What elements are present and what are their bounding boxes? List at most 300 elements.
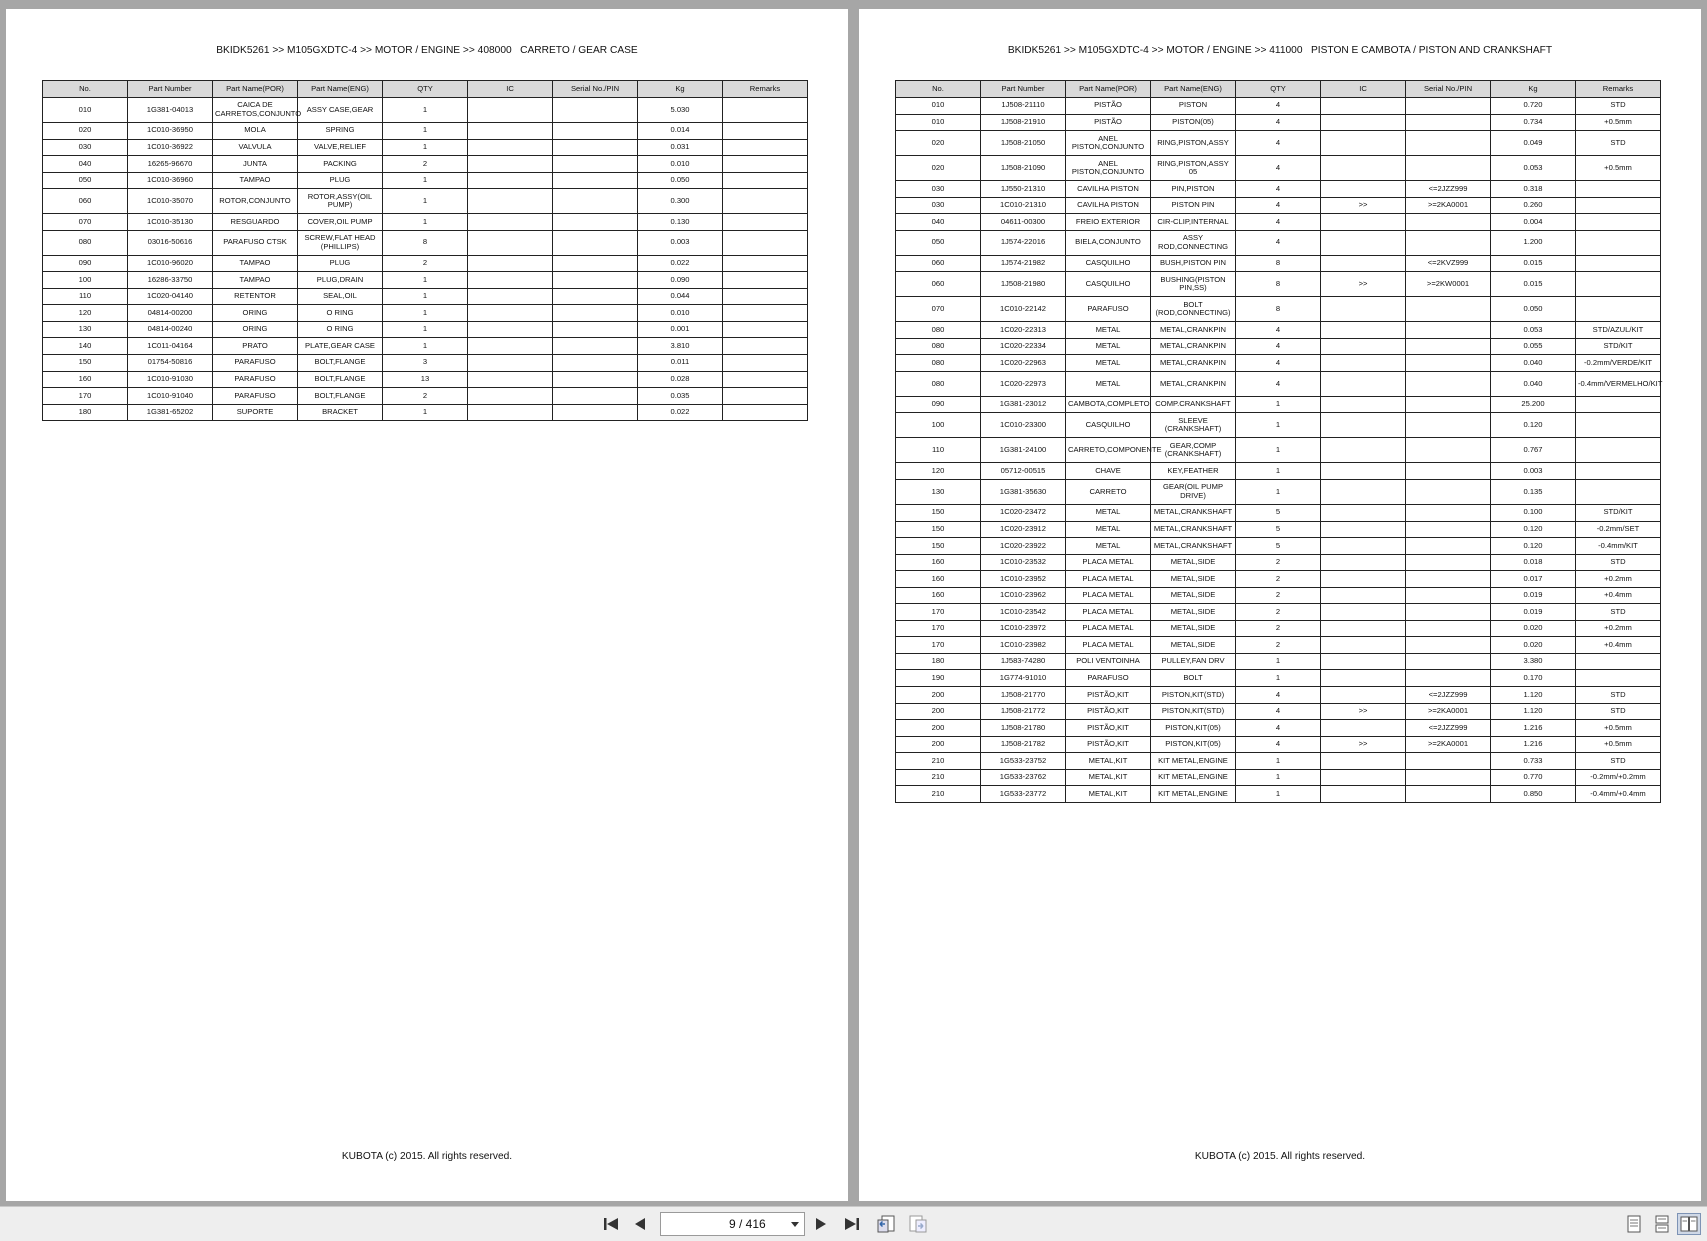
table-row xyxy=(896,753,1661,770)
cell-ic xyxy=(468,272,553,289)
table-row xyxy=(896,371,1661,396)
cell-ic xyxy=(468,305,553,322)
cell-part-name-por: BIELA,CONJUNTO xyxy=(1066,230,1151,255)
cell-no: 210 xyxy=(896,769,981,786)
table-row xyxy=(43,189,808,214)
cell-kg: 0.053 xyxy=(1491,322,1576,339)
cell-kg: 0.010 xyxy=(638,305,723,322)
cell-remarks xyxy=(723,355,808,372)
page-number-field[interactable] xyxy=(660,1212,805,1236)
cell-part-number: 1G381-23012 xyxy=(981,396,1066,413)
cell-part-name-por: CAVILHA PISTON xyxy=(1066,181,1151,198)
cell-kg: 0.004 xyxy=(1491,214,1576,231)
cell-remarks: STD xyxy=(1576,703,1661,720)
cell-ic xyxy=(1321,438,1406,463)
cell-kg: 0.022 xyxy=(638,255,723,272)
cell-part-number: 1C010-23532 xyxy=(981,554,1066,571)
cell-part-name-eng: METAL,SIDE xyxy=(1151,637,1236,654)
cell-part-name-eng: PISTON PIN xyxy=(1151,197,1236,214)
cell-part-name-eng: BOLT,FLANGE xyxy=(298,355,383,372)
cell-remarks xyxy=(1576,255,1661,272)
cell-qty: 1 xyxy=(1236,396,1321,413)
column-header: Remarks xyxy=(723,81,808,98)
cell-remarks: -0.2mm/VERDE/KIT xyxy=(1576,355,1661,372)
cell-ic xyxy=(468,189,553,214)
cell-remarks xyxy=(1576,230,1661,255)
cell-no: 090 xyxy=(43,255,128,272)
cell-no: 060 xyxy=(43,189,128,214)
cell-remarks xyxy=(1576,653,1661,670)
column-header: No. xyxy=(896,81,981,98)
cell-part-number: 1G381-35630 xyxy=(981,480,1066,505)
cell-part-number: 1J574-21982 xyxy=(981,255,1066,272)
cell-kg: 0.120 xyxy=(1491,538,1576,555)
cell-qty: 13 xyxy=(383,371,468,388)
cell-part-number: 1C010-23300 xyxy=(981,413,1066,438)
cell-part-name-eng: COVER,OIL PUMP xyxy=(298,214,383,231)
cell-part-name-por: CAVILHA PISTON xyxy=(1066,197,1151,214)
cell-no: 050 xyxy=(43,172,128,189)
cell-part-number: 1J508-21910 xyxy=(981,114,1066,131)
cell-ic xyxy=(1321,505,1406,522)
table-row xyxy=(896,769,1661,786)
cell-no: 020 xyxy=(896,156,981,181)
cell-serial-pin xyxy=(1406,786,1491,803)
table-row xyxy=(43,355,808,372)
cell-no: 170 xyxy=(43,388,128,405)
cell-part-name-por: JUNTA xyxy=(213,156,298,173)
cell-qty: 1 xyxy=(1236,653,1321,670)
cell-ic xyxy=(1321,463,1406,480)
cell-kg: 0.020 xyxy=(1491,637,1576,654)
cell-part-number: 1J508-21780 xyxy=(981,720,1066,737)
cell-part-name-por: PLACA METAL xyxy=(1066,604,1151,621)
cell-part-number: 04611-00300 xyxy=(981,214,1066,231)
cell-no: 070 xyxy=(896,297,981,322)
table-row xyxy=(896,521,1661,538)
cell-qty: 1 xyxy=(383,321,468,338)
cell-remarks: -0.2mm/SET xyxy=(1576,521,1661,538)
go-forward-icon[interactable] xyxy=(906,1213,930,1235)
cell-part-name-por: PISTÃO,KIT xyxy=(1066,720,1151,737)
cell-ic xyxy=(468,123,553,140)
cell-serial-pin xyxy=(553,189,638,214)
cell-remarks xyxy=(723,272,808,289)
page-footer: KUBOTA (c) 2015. All rights reserved. xyxy=(341,1151,513,1162)
cell-part-name-eng: PISTON,KIT(STD) xyxy=(1151,703,1236,720)
cell-no: 190 xyxy=(896,670,981,687)
cell-no: 090 xyxy=(896,396,981,413)
continuous-view-icon[interactable] xyxy=(1650,1213,1674,1235)
cell-part-number: 1C010-36960 xyxy=(128,172,213,189)
cell-qty: 2 xyxy=(383,255,468,272)
cell-part-name-por: METAL xyxy=(1066,322,1151,339)
cell-no: 180 xyxy=(896,653,981,670)
table-row xyxy=(896,786,1661,803)
cell-no: 200 xyxy=(896,703,981,720)
cell-remarks: STD xyxy=(1576,604,1661,621)
cell-serial-pin xyxy=(553,388,638,405)
cell-serial-pin xyxy=(1406,156,1491,181)
cell-part-name-eng: METAL,CRANKPIN xyxy=(1151,355,1236,372)
cell-kg: 5.030 xyxy=(638,98,723,123)
cell-remarks xyxy=(723,404,808,421)
cell-part-name-por: ORING xyxy=(213,305,298,322)
cell-part-number: 1G774-91010 xyxy=(981,670,1066,687)
cell-remarks: +0.2mm xyxy=(1576,620,1661,637)
cell-part-name-eng: PLUG xyxy=(298,172,383,189)
cell-qty: 4 xyxy=(1236,214,1321,231)
cell-part-number: 1G533-23762 xyxy=(981,769,1066,786)
cell-part-number: 1J508-21090 xyxy=(981,156,1066,181)
cell-no: 210 xyxy=(896,786,981,803)
cell-part-number: 1J574-22016 xyxy=(981,230,1066,255)
cell-no: 010 xyxy=(896,98,981,115)
cell-ic xyxy=(468,230,553,255)
cell-serial-pin xyxy=(1406,396,1491,413)
cell-serial-pin xyxy=(1406,653,1491,670)
cell-part-name-por: CHAVE xyxy=(1066,463,1151,480)
cell-part-name-por: PISTÃO xyxy=(1066,114,1151,131)
cell-serial-pin xyxy=(1406,571,1491,588)
cell-qty: 8 xyxy=(1236,272,1321,297)
column-header: IC xyxy=(468,81,553,98)
cell-serial-pin xyxy=(553,288,638,305)
cell-part-name-eng: GEAR(OIL PUMP DRIVE) xyxy=(1151,480,1236,505)
cell-kg: 0.170 xyxy=(1491,670,1576,687)
first-page-icon[interactable] xyxy=(599,1213,623,1235)
cell-ic xyxy=(1321,131,1406,156)
cell-kg: 0.040 xyxy=(1491,371,1576,396)
cell-kg: 0.019 xyxy=(1491,587,1576,604)
table-row xyxy=(43,321,808,338)
cell-no: 020 xyxy=(43,123,128,140)
cell-kg: 0.022 xyxy=(638,404,723,421)
cell-part-name-por: PISTÃO,KIT xyxy=(1066,736,1151,753)
cell-part-name-eng: METAL,SIDE xyxy=(1151,571,1236,588)
cell-part-name-por: SUPORTE xyxy=(213,404,298,421)
cell-no: 040 xyxy=(896,214,981,231)
cell-remarks xyxy=(723,230,808,255)
cell-remarks xyxy=(1576,214,1661,231)
cell-part-name-por: METAL xyxy=(1066,355,1151,372)
table-row xyxy=(896,554,1661,571)
cell-part-name-eng: KIT METAL,ENGINE xyxy=(1151,769,1236,786)
cell-part-name-eng: CIR-CLIP,INTERNAL xyxy=(1151,214,1236,231)
cell-serial-pin xyxy=(553,338,638,355)
cell-ic xyxy=(1321,480,1406,505)
cell-serial-pin xyxy=(1406,371,1491,396)
column-header: Part Number xyxy=(981,81,1066,98)
cell-qty: 2 xyxy=(1236,637,1321,654)
cell-remarks: -0.4mm/KIT xyxy=(1576,538,1661,555)
cell-part-name-eng: METAL,CRANKSHAFT xyxy=(1151,505,1236,522)
table-row xyxy=(896,297,1661,322)
cell-kg: 0.733 xyxy=(1491,753,1576,770)
cell-qty: 1 xyxy=(1236,670,1321,687)
cell-qty: 1 xyxy=(1236,463,1321,480)
cell-remarks xyxy=(723,123,808,140)
table-row xyxy=(896,670,1661,687)
cell-qty: 8 xyxy=(1236,255,1321,272)
column-header: Kg xyxy=(1491,81,1576,98)
cell-part-number: 1C020-22334 xyxy=(981,338,1066,355)
cell-part-number: 1C020-23472 xyxy=(981,505,1066,522)
single-page-view-icon[interactable] xyxy=(1622,1213,1646,1235)
table-row xyxy=(896,114,1661,131)
cell-no: 040 xyxy=(43,156,128,173)
cell-no: 140 xyxy=(43,338,128,355)
cell-part-name-eng: METAL,CRANKSHAFT xyxy=(1151,521,1236,538)
cell-serial-pin: >=2KA0001 xyxy=(1406,197,1491,214)
cell-serial-pin xyxy=(1406,413,1491,438)
cell-qty: 5 xyxy=(1236,521,1321,538)
cell-remarks: STD xyxy=(1576,687,1661,704)
cell-part-number: 01754-50816 xyxy=(128,355,213,372)
cell-part-number: 1C010-23962 xyxy=(981,587,1066,604)
cell-ic xyxy=(1321,371,1406,396)
cell-ic xyxy=(1321,181,1406,198)
cell-serial-pin xyxy=(553,371,638,388)
cell-qty: 1 xyxy=(1236,438,1321,463)
cell-ic xyxy=(1321,554,1406,571)
cell-part-name-eng: GEAR,COMP (CRANKSHAFT) xyxy=(1151,438,1236,463)
table-row xyxy=(896,637,1661,654)
cell-part-number: 1G381-65202 xyxy=(128,404,213,421)
cell-ic xyxy=(1321,653,1406,670)
cell-part-number: 04814-00200 xyxy=(128,305,213,322)
cell-ic: >> xyxy=(1321,703,1406,720)
cell-serial-pin: >=2KA0001 xyxy=(1406,736,1491,753)
cell-no: 160 xyxy=(896,587,981,604)
cell-part-name-por: CAMBOTA,COMPLETO xyxy=(1066,396,1151,413)
cell-kg: 0.770 xyxy=(1491,769,1576,786)
cell-qty: 4 xyxy=(1236,736,1321,753)
go-back-icon[interactable] xyxy=(874,1213,898,1235)
cell-part-name-por: METAL xyxy=(1066,371,1151,396)
cell-no: 150 xyxy=(43,355,128,372)
cell-ic xyxy=(468,214,553,231)
cell-no: 180 xyxy=(43,404,128,421)
cell-ic xyxy=(1321,720,1406,737)
cell-remarks xyxy=(723,214,808,231)
cell-part-name-eng: COMP.CRANKSHAFT xyxy=(1151,396,1236,413)
cell-serial-pin xyxy=(1406,670,1491,687)
cell-part-name-eng: METAL,SIDE xyxy=(1151,587,1236,604)
cell-ic xyxy=(1321,98,1406,115)
cell-ic: >> xyxy=(1321,272,1406,297)
cell-part-number: 1G533-23752 xyxy=(981,753,1066,770)
cell-part-name-eng: KEY,FEATHER xyxy=(1151,463,1236,480)
table-row xyxy=(896,98,1661,115)
cell-kg: 1.216 xyxy=(1491,736,1576,753)
last-page-icon[interactable] xyxy=(840,1213,864,1235)
cell-serial-pin xyxy=(553,139,638,156)
facing-view-icon[interactable] xyxy=(1677,1213,1701,1235)
table-row xyxy=(896,703,1661,720)
cell-serial-pin xyxy=(1406,753,1491,770)
cell-part-number: 1C011-04164 xyxy=(128,338,213,355)
cell-part-name-eng: ROTOR,ASSY(OIL PUMP) xyxy=(298,189,383,214)
cell-qty: 2 xyxy=(1236,604,1321,621)
cell-part-name-por: PLACA METAL xyxy=(1066,571,1151,588)
cell-part-number: 1C010-21310 xyxy=(981,197,1066,214)
cell-no: 210 xyxy=(896,753,981,770)
table-row xyxy=(896,413,1661,438)
cell-kg: 0.120 xyxy=(1491,413,1576,438)
cell-qty: 2 xyxy=(1236,620,1321,637)
cell-ic xyxy=(1321,620,1406,637)
cell-part-name-eng: METAL,CRANKPIN xyxy=(1151,371,1236,396)
table-row xyxy=(896,571,1661,588)
cell-part-name-por: PARAFUSO xyxy=(1066,297,1151,322)
cell-qty: 4 xyxy=(1236,322,1321,339)
cell-remarks xyxy=(723,388,808,405)
page-header: BKIDK5261 >> M105GXDTC-4 >> MOTOR / ENGINE >> 408000 CARRETO / GEAR CASE xyxy=(216,45,638,56)
cell-part-name-eng: ASSY CASE,GEAR xyxy=(298,98,383,123)
cell-no: 130 xyxy=(43,321,128,338)
cell-remarks xyxy=(1576,438,1661,463)
cell-ic xyxy=(1321,587,1406,604)
cell-remarks xyxy=(723,338,808,355)
table-row xyxy=(896,720,1661,737)
cell-serial-pin xyxy=(1406,538,1491,555)
cell-part-name-eng: PLATE,GEAR CASE xyxy=(298,338,383,355)
cell-kg: 0.018 xyxy=(1491,554,1576,571)
cell-part-name-por: PARAFUSO xyxy=(213,388,298,405)
next-page-icon[interactable] xyxy=(809,1213,833,1235)
cell-serial-pin xyxy=(1406,769,1491,786)
cell-part-name-por: CAICA DE CARRETOS,CONJUNTO xyxy=(213,98,298,123)
chevron-down-icon[interactable] xyxy=(791,1222,799,1227)
cell-serial-pin xyxy=(1406,554,1491,571)
cell-part-name-eng: PLUG,DRAIN xyxy=(298,272,383,289)
cell-kg: 0.050 xyxy=(1491,297,1576,322)
cell-part-name-por: METAL xyxy=(1066,538,1151,555)
cell-serial-pin: >=2KW0001 xyxy=(1406,272,1491,297)
cell-kg: 0.014 xyxy=(638,123,723,140)
cell-part-name-eng: SEAL,OIL xyxy=(298,288,383,305)
cell-part-name-por: CASQUILHO xyxy=(1066,413,1151,438)
table-row xyxy=(43,305,808,322)
cell-part-number: 1C010-23982 xyxy=(981,637,1066,654)
cell-part-name-eng: KIT METAL,ENGINE xyxy=(1151,786,1236,803)
cell-remarks xyxy=(723,255,808,272)
cell-part-number: 1C010-23972 xyxy=(981,620,1066,637)
cell-ic xyxy=(1321,753,1406,770)
cell-part-number: 1C010-36950 xyxy=(128,123,213,140)
table-row xyxy=(896,131,1661,156)
cell-part-name-por: VALVULA xyxy=(213,139,298,156)
cell-no: 110 xyxy=(896,438,981,463)
cell-ic xyxy=(1321,114,1406,131)
cell-no: 070 xyxy=(43,214,128,231)
table-row xyxy=(896,181,1661,198)
cell-remarks xyxy=(1576,181,1661,198)
cell-serial-pin xyxy=(1406,480,1491,505)
cell-qty: 1 xyxy=(383,139,468,156)
cell-part-number: 1C010-23952 xyxy=(981,571,1066,588)
cell-serial-pin xyxy=(1406,587,1491,604)
cell-serial-pin: <=2KVZ999 xyxy=(1406,255,1491,272)
cell-kg: 0.053 xyxy=(1491,156,1576,181)
cell-part-name-eng: METAL,CRANKPIN xyxy=(1151,322,1236,339)
cell-remarks: +0.5mm xyxy=(1576,114,1661,131)
cell-part-name-eng: BOLT,FLANGE xyxy=(298,388,383,405)
cell-part-number: 16265-96670 xyxy=(128,156,213,173)
cell-qty: 1 xyxy=(383,98,468,123)
cell-remarks xyxy=(1576,272,1661,297)
cell-qty: 8 xyxy=(1236,297,1321,322)
column-header: Kg xyxy=(638,81,723,98)
cell-no: 080 xyxy=(896,355,981,372)
cell-part-name-por: ROTOR,CONJUNTO xyxy=(213,189,298,214)
cell-part-name-por: TAMPAO xyxy=(213,272,298,289)
cell-part-number: 1G533-23772 xyxy=(981,786,1066,803)
cell-no: 060 xyxy=(896,272,981,297)
cell-no: 030 xyxy=(43,139,128,156)
cell-part-name-eng: BOLT xyxy=(1151,670,1236,687)
cell-part-name-eng: ASSY ROD,CONNECTING xyxy=(1151,230,1236,255)
cell-kg: 0.011 xyxy=(638,355,723,372)
cell-part-name-eng: BUSH,PISTON PIN xyxy=(1151,255,1236,272)
page-indicator: 9 / 416 xyxy=(729,1217,766,1231)
cell-kg: 0.135 xyxy=(1491,480,1576,505)
cell-part-name-por: ORING xyxy=(213,321,298,338)
cell-remarks: +0.4mm xyxy=(1576,637,1661,654)
cell-no: 030 xyxy=(896,181,981,198)
table-row xyxy=(43,255,808,272)
cell-part-number: 03016-50616 xyxy=(128,230,213,255)
cell-serial-pin xyxy=(1406,297,1491,322)
cell-part-number: 1C010-96020 xyxy=(128,255,213,272)
cell-kg: 0.090 xyxy=(638,272,723,289)
cell-kg: 0.035 xyxy=(638,388,723,405)
cell-serial-pin xyxy=(1406,114,1491,131)
cell-qty: 1 xyxy=(383,272,468,289)
cell-part-name-por: PLACA METAL xyxy=(1066,637,1151,654)
table-row xyxy=(43,388,808,405)
cell-part-name-eng: METAL,CRANKPIN xyxy=(1151,338,1236,355)
cell-no: 130 xyxy=(896,480,981,505)
cell-kg: 0.850 xyxy=(1491,786,1576,803)
cell-remarks xyxy=(1576,463,1661,480)
cell-remarks: STD/KIT xyxy=(1576,505,1661,522)
cell-remarks: STD/KIT xyxy=(1576,338,1661,355)
cell-part-number: 1C010-22142 xyxy=(981,297,1066,322)
cell-remarks xyxy=(723,371,808,388)
table-row xyxy=(43,123,808,140)
cell-serial-pin xyxy=(553,172,638,189)
cell-part-name-eng: PISTON xyxy=(1151,98,1236,115)
cell-qty: 4 xyxy=(1236,156,1321,181)
cell-part-name-por: FREIO EXTERIOR xyxy=(1066,214,1151,231)
cell-part-number: 1C010-35070 xyxy=(128,189,213,214)
cell-kg: 0.003 xyxy=(1491,463,1576,480)
cell-part-name-por: PARAFUSO xyxy=(213,355,298,372)
column-header: IC xyxy=(1321,81,1406,98)
cell-no: 030 xyxy=(896,197,981,214)
cell-kg: 0.019 xyxy=(1491,604,1576,621)
prev-page-icon[interactable] xyxy=(628,1213,652,1235)
cell-remarks xyxy=(1576,480,1661,505)
cell-part-name-eng: RING,PISTON,ASSY xyxy=(1151,131,1236,156)
cell-kg: 0.318 xyxy=(1491,181,1576,198)
cell-no: 080 xyxy=(43,230,128,255)
cell-ic xyxy=(468,355,553,372)
cell-serial-pin xyxy=(553,355,638,372)
cell-part-name-eng: BRACKET xyxy=(298,404,383,421)
